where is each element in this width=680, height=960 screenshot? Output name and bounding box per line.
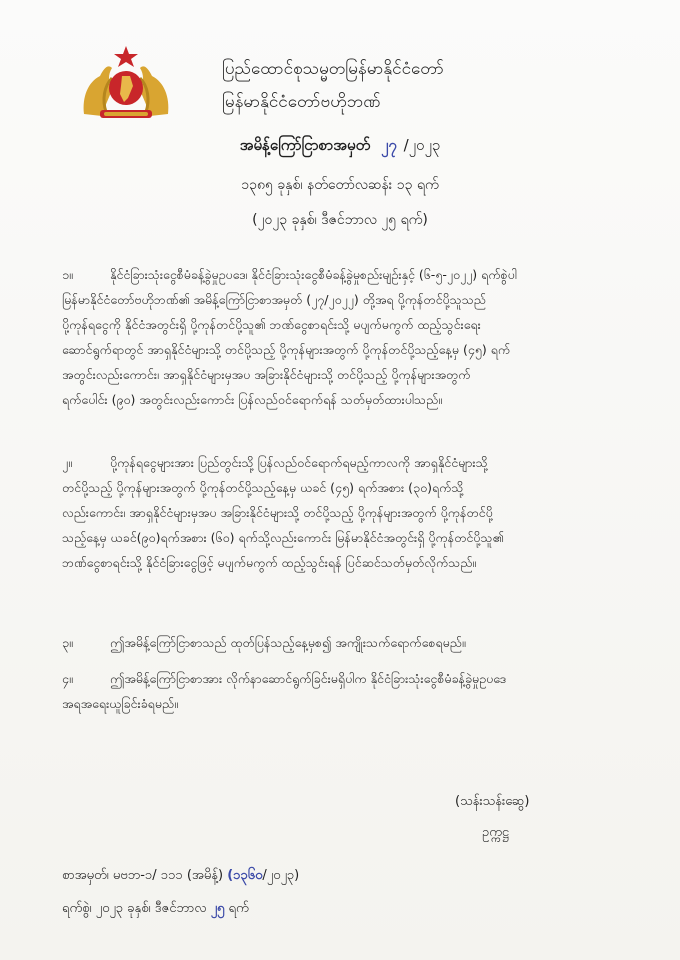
notice-label: အမိန့်ကြော်ငြာစာအမှတ် [239, 136, 371, 154]
paragraph-line: မြန်မာနိုင်ငံတော်ဗဟိုဘဏ်၏ အမိန့်ကြော်ငြာစာအမှတ် (၂၇/၂၀၂၂) တို့အရ ပို့ကုန်တင်ပို့သူသည် [62, 292, 486, 307]
myanmar-date: ၁၃၈၅ ခုနှစ်၊ နတ်တော်လဆန်း ၁၃ ရက် [241, 177, 439, 193]
header-country-name: ပြည်ထောင်စုသမ္မတမြန်မာနိုင်ငံတော် [222, 59, 444, 79]
paragraph-line: သည့်နေ့မှ ယခင်(၉၀)ရက်အစား (၆၀) ရက်သို့လည်းကောင်း မြန်မာနိုင်ငံအတွင်းရှိ ပို့ကုန်တင်ပို့သူ၏ [62, 530, 504, 545]
paragraph-line: အတွင်းလည်းကောင်း၊ အာရှနိုင်ငံများမှအပ အခြားနိုင်ငံများသို့ တင်ပို့သည့် ပို့ကုန်များအတွက် [62, 367, 471, 382]
paragraph-line: ဤအမိန့်ကြော်ငြာစာသည် ထုတ်ပြန်သည့်နေ့မှစ၍ အကျိုးသက်ရောက်စေရမည်။ [110, 635, 466, 650]
paragraph-number: ၁။ [62, 267, 73, 282]
reference-suffix: /၂၀၂၃) [262, 868, 300, 883]
paragraph-line: ဤအမိန့်ကြော်ငြာစာအား လိုက်နာဆောင်ရွက်ခြင်းမရှိပါက နိုင်ငံခြားသုံးငွေစီမံခန့်ခွဲမှုဥပဒေ [110, 671, 507, 686]
reference-date [62, 900, 249, 919]
reference-date-day: ၂၅ [210, 901, 225, 916]
paragraph-1 [62, 262, 632, 412]
paragraph-line: ဘဏ်ငွေစာရင်းသို့ နိုင်ငံခြားငွေဖြင့် မပျက်မကွက် ထည့်သွင်းရန် ပြင်ဆင်သတ်မှတ်လိုက်သည်။ [62, 555, 477, 570]
notice-number-row [0, 136, 680, 158]
reference-number [62, 867, 299, 886]
reference-prefix: စာအမှတ်၊ မဗဘ-၁/ ၁၁၁ (အမိန့်) [62, 868, 224, 883]
paragraph-line: ပို့ကုန်ရငွေများအား ပြည်တွင်းသို့ ပြန်လည်ဝင်ရောက်ရမည့်ကာလကို အာရှနိုင်ငံများသို့ [110, 455, 488, 470]
gregorian-date: (၂၀၂၃ ခုနှစ်၊ ဒီဇင်ဘာလ ၂၅ ရက်) [252, 212, 428, 228]
header-bank-name: မြန်မာနိုင်ငံတော်ဗဟိုဘဏ် [222, 92, 381, 112]
paragraph-number: ၃။ [62, 635, 73, 650]
paragraph-line: တင်ပို့သည့် ပို့ကုန်များအတွက် ပို့ကုန်တင်ပို့သည့်နေ့မှ ယခင် (၄၅) ရက်အစား (၃၀)ရက်သို့ [62, 480, 464, 495]
signatory-title: ဥက္ကဋ္ဌ [482, 825, 509, 840]
reference-date-prefix: ရက်စွဲ၊ ၂၀၂၃ ခုနှစ်၊ ဒီဇင်ဘာလ [62, 901, 207, 916]
paragraph-line: အရအရေးယူခြင်းခံရမည်။ [62, 696, 178, 711]
state-emblem-icon [78, 42, 174, 122]
notice-number: ၂၇ [380, 136, 397, 154]
notice-year: /၂၀၂၃ [403, 136, 441, 154]
paragraph-line: ပို့ကုန်ရငွေကို နိုင်ငံအတွင်းရှိ ပို့ကုန်တင်ပို့သူ၏ ဘဏ်ငွေစာရင်းသို့ မပျက်မကွက် ထည့်သွင်းရေး [62, 317, 481, 332]
paragraph-line: နိုင်ငံခြားသုံးငွေစီမံခန့်ခွဲမှုဥပဒေ၊ နိုင်ငံခြားသုံးငွေစီမံခန့်ခွဲမှုစည်းမျဉ်းနှင့် (၆-၅-၂၀၂၂) ရက်စွဲပါ [110, 267, 517, 282]
reference-date-suffix: ရက် [228, 901, 249, 916]
paragraph-number: ၂။ [62, 455, 72, 470]
paragraph-line: ဆောင်ရွက်ရာတွင် အာရှနိုင်ငံများသို့ တင်ပို့သည့် ပို့ကုန်များအတွက် ပို့ကုန်တင်ပို့သည့်နေ့မှ (၄၅) ရက် [62, 342, 511, 357]
paragraph-3 [62, 630, 632, 655]
paragraph-2 [62, 450, 632, 575]
reference-highlight: (၁၃၆၀ [227, 868, 263, 883]
signatory-name: (သန်းသန်းဆွေ) [455, 794, 530, 809]
paragraph-line: လည်းကောင်း၊ အာရှနိုင်ငံများမှအပ အခြားနိုင်ငံများသို့ တင်ပို့သည့် ပို့ကုန်များအတွက် ပို့ကုန်တင်ပို့ [62, 505, 493, 520]
paragraph-line: ရက်ပေါင်း (၉၀) အတွင်းလည်းကောင်း ပြန်လည်ဝင်ရောက်ရန် သတ်မှတ်ထားပါသည်။ [62, 392, 442, 407]
paragraph-number: ၄။ [62, 671, 73, 686]
paragraph-4 [62, 666, 632, 716]
